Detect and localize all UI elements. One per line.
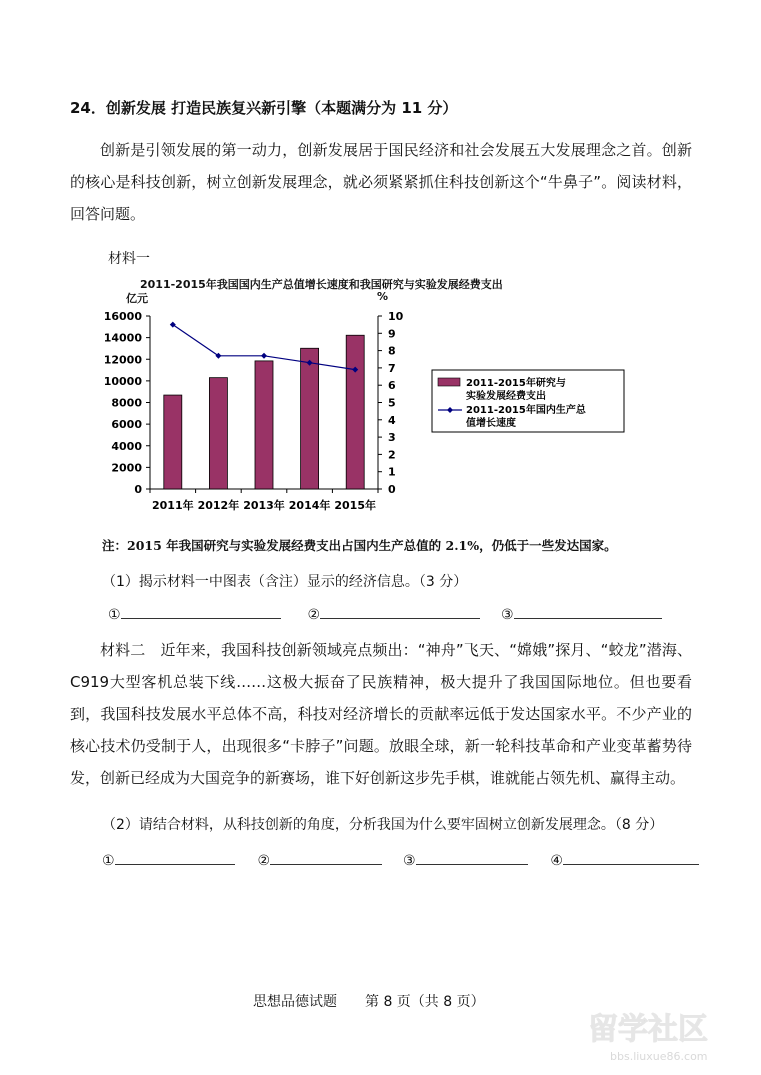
x-tick-label: 2012年 bbox=[197, 499, 240, 512]
right-tick-label: 4 bbox=[388, 413, 396, 427]
answer-blank[interactable] bbox=[121, 604, 281, 619]
right-tick-label: 3 bbox=[388, 431, 396, 445]
x-tick-label: 2014年 bbox=[288, 499, 331, 512]
right-tick-label: 8 bbox=[388, 344, 396, 358]
chart-title: 2011-2015年我国国内生产总值增长速度和我国研究与实验发展经费支出 bbox=[140, 278, 503, 291]
material1-label: 材料一 bbox=[108, 251, 150, 267]
left-tick-label: 8000 bbox=[111, 396, 142, 410]
left-tick-label: 16000 bbox=[103, 310, 142, 323]
chart bbox=[0, 0, 761, 530]
intro-paragraph: 创新是引领发展的第一动力，创新发展居于国民经济和社会发展五大发展理念之首。创新的核心是科技创新，树立创新发展理念，就必须紧紧抓住科技创新这个“牛鼻子”。阅读材料，回答问题。 bbox=[70, 141, 692, 223]
answer-blank[interactable] bbox=[115, 850, 235, 865]
right-tick-label: 6 bbox=[388, 379, 396, 393]
answer-blank[interactable] bbox=[563, 850, 699, 865]
answer-blank[interactable] bbox=[320, 604, 480, 619]
answer-marker: ② bbox=[307, 607, 321, 623]
material2 bbox=[70, 634, 692, 794]
right-tick-label: 0 bbox=[388, 483, 396, 496]
bar bbox=[209, 378, 227, 489]
left-tick-label: 10000 bbox=[103, 374, 142, 388]
watermark-logo bbox=[580, 1005, 750, 1065]
growth-point bbox=[261, 353, 267, 359]
right-tick-label: 7 bbox=[388, 361, 396, 375]
bar bbox=[346, 335, 364, 489]
x-tick-label: 2015年 bbox=[334, 499, 377, 512]
x-tick-label: 2011年 bbox=[151, 499, 194, 512]
left-axis-unit: 亿元 bbox=[126, 292, 148, 305]
left-tick-label: 6000 bbox=[111, 418, 142, 432]
left-tick-label: 12000 bbox=[103, 353, 142, 367]
answer-blank[interactable] bbox=[514, 604, 662, 619]
right-tick-label: 9 bbox=[388, 327, 396, 341]
right-tick-label: 2 bbox=[388, 448, 396, 462]
legend-bar-label: 2011-2015年研究与 bbox=[466, 378, 566, 389]
answer-marker: ② bbox=[257, 853, 271, 869]
question1-text: （1）揭示材料一中图表（含注）显示的经济信息。（3 分） bbox=[102, 574, 468, 590]
left-tick-label: 0 bbox=[134, 483, 142, 496]
answer-row-1 bbox=[108, 604, 662, 623]
answer-row-2 bbox=[102, 850, 699, 869]
answer-marker: ① bbox=[102, 853, 115, 869]
answer-marker: ③ bbox=[500, 607, 514, 623]
right-axis-unit: % bbox=[377, 290, 389, 303]
chart-note: 注：2015 年我国研究与实验发展经费支出占国内生产总值的 2.1%，仍低于一些发达国家。 bbox=[102, 538, 617, 553]
legend-line-label: 2011-2015年国内生产总 bbox=[466, 405, 586, 416]
bar bbox=[301, 348, 319, 489]
material2-paragraph: 材料二 近年来，我国科技创新领域亮点频出：“神舟”飞天、“嫦娥”探月、“蛟龙”潜海、C919大型客机总装下线……这极大振奋了民族精神，极大提升了我国国际地位。但也要看到，我国科技发展水平总体不高，科技对经济增长的贡献率远低于发达国家水平。不少产业的核心技术仍受制于人，出现很多“卡脖子”问题。放眼全球，新一轮科技革命和产业变革蓄势待发，创新已经成为大国竞争的新赛场，谁下好创新这步先手棋，谁就能占领先机、赢得主动。 bbox=[70, 641, 692, 787]
question-title: 24．创新发展 打造民族复兴新引擎（本题满分为 11 分） bbox=[70, 99, 458, 117]
legend-bar-label: 实验发展经费支出 bbox=[466, 391, 546, 402]
page-footer: 思想品德试题 第 8 页（共 8 页） bbox=[253, 994, 485, 1010]
legend-line-label: 值增长速度 bbox=[466, 418, 516, 429]
watermark-brand: 留学社区 bbox=[588, 1012, 708, 1047]
right-tick-label: 5 bbox=[388, 396, 396, 410]
answer-marker: ① bbox=[108, 607, 121, 623]
left-tick-label: 14000 bbox=[103, 331, 142, 345]
bar bbox=[164, 395, 182, 489]
answer-marker: ③ bbox=[402, 853, 416, 869]
right-tick-label: 10 bbox=[388, 310, 404, 323]
x-tick-label: 2013年 bbox=[243, 499, 285, 512]
right-tick-label: 1 bbox=[388, 465, 396, 479]
answer-marker: ④ bbox=[550, 853, 563, 869]
question2-text: （2）请结合材料，从科技创新的角度，分析我国为什么要牢固树立创新发展理念。（8 分） bbox=[102, 817, 664, 833]
bar bbox=[255, 361, 273, 489]
left-tick-label: 2000 bbox=[111, 461, 142, 475]
answer-blank[interactable] bbox=[270, 850, 382, 865]
answer-blank[interactable] bbox=[416, 850, 528, 865]
watermark-url: bbs.liuxue86.com bbox=[610, 1050, 708, 1063]
left-tick-label: 4000 bbox=[111, 439, 142, 453]
legend-bar-swatch bbox=[438, 378, 460, 386]
